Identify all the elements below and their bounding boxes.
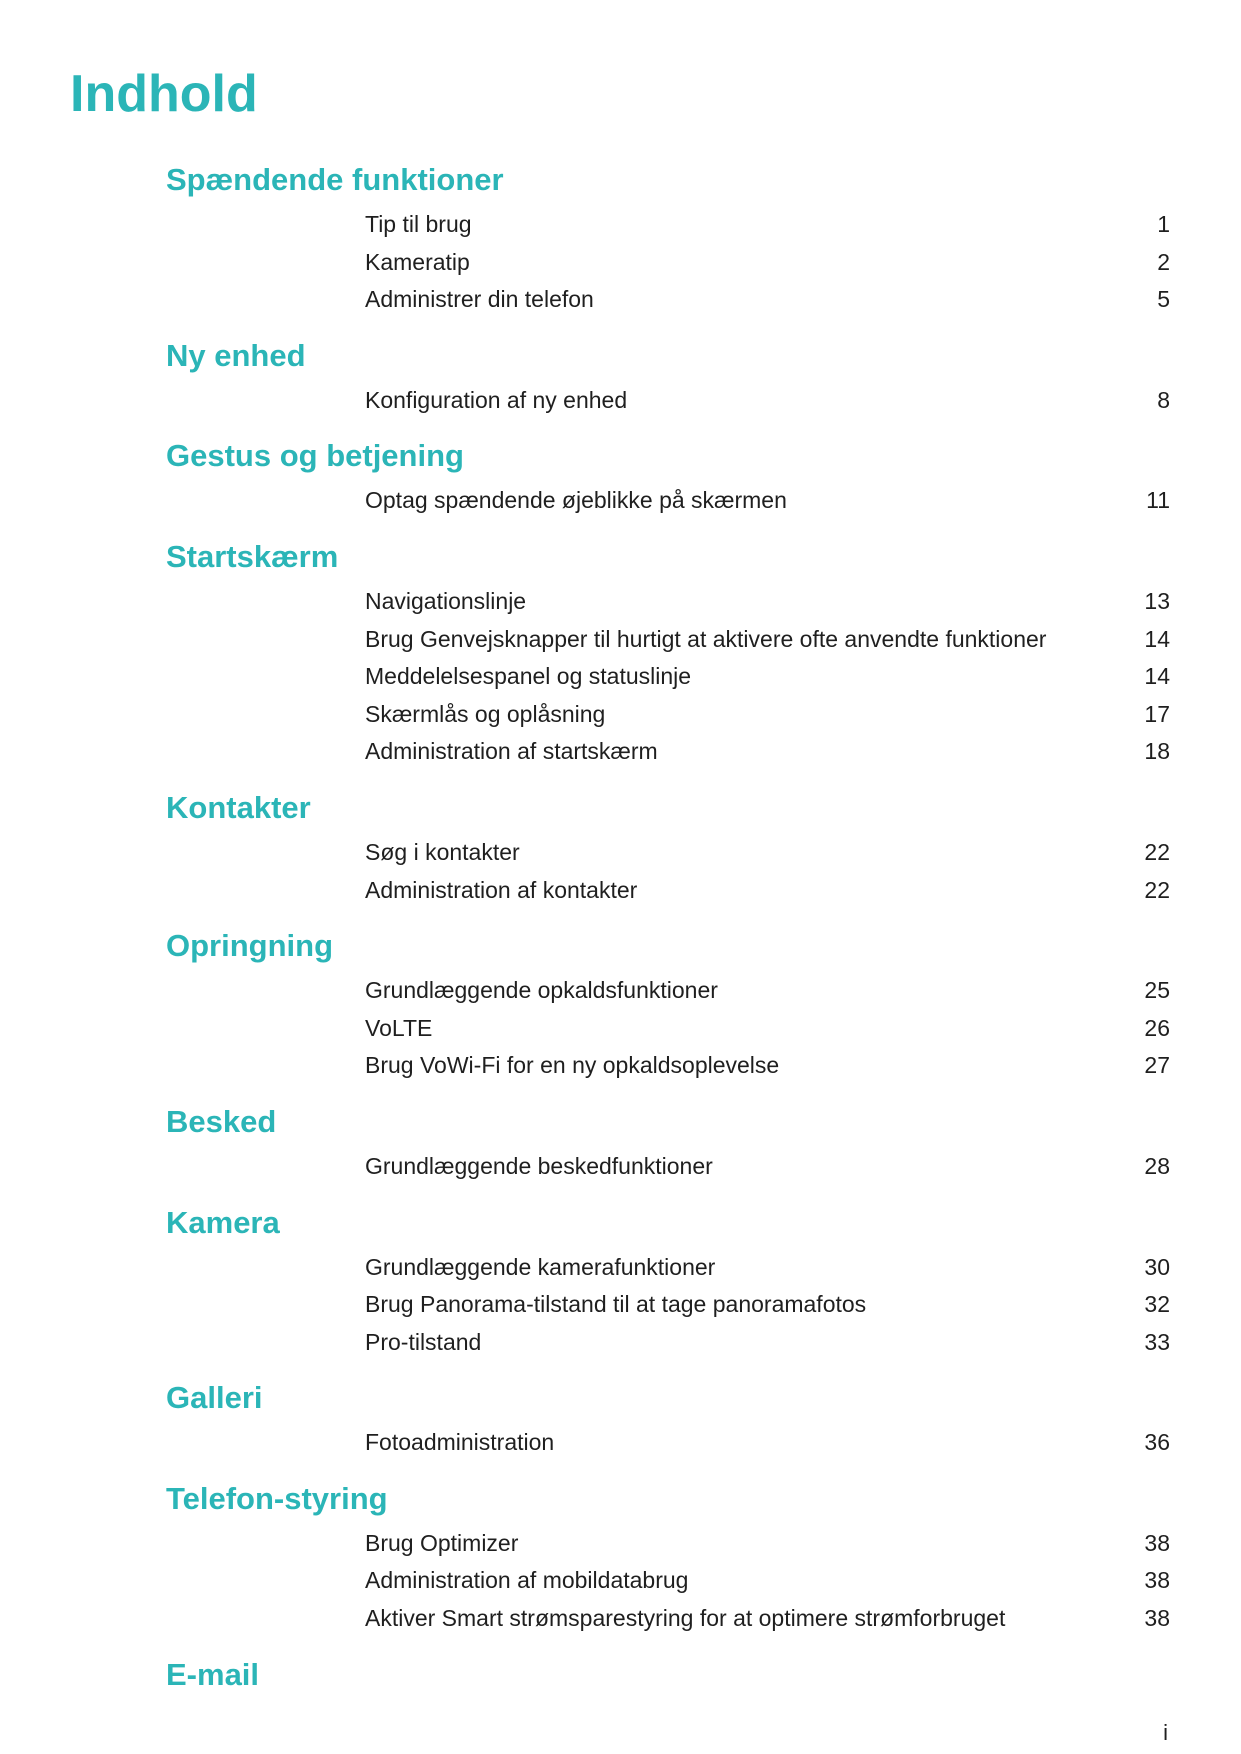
table-of-contents [0, 160, 1241, 1712]
section-heading[interactable]: Galleri [166, 1380, 263, 1416]
section-heading[interactable]: E-mail [166, 1656, 260, 1692]
toc-entry-page-number: 28 [1144, 1152, 1170, 1179]
toc-entry-page-number: 32 [1144, 1291, 1170, 1318]
toc-entry-page-number: 27 [1144, 1052, 1170, 1079]
toc-entry-page-number: 36 [1144, 1429, 1170, 1456]
toc-entry[interactable] [0, 1424, 1241, 1462]
toc-section [0, 160, 1241, 319]
section-heading[interactable]: Startskærm [166, 538, 339, 574]
section-heading[interactable]: Opringning [166, 928, 334, 964]
section-heading[interactable]: Besked [166, 1103, 277, 1139]
toc-entry[interactable] [0, 834, 1241, 872]
toc-entry[interactable] [0, 1249, 1241, 1287]
toc-entry-title: Pro-tilstand [365, 1328, 482, 1355]
toc-entry-page-number: 22 [1144, 838, 1170, 865]
toc-entry-page-number: 38 [1144, 1605, 1170, 1632]
toc-entry-title: Meddelelsespanel og statuslinje [365, 663, 692, 690]
toc-section [0, 336, 1241, 420]
toc-entry-title: Administrer din telefon [365, 286, 594, 313]
toc-entry-page-number: 18 [1144, 738, 1170, 765]
toc-section [0, 1102, 1241, 1186]
toc-entry-title: Navigationslinje [365, 587, 527, 614]
toc-entry-title: Konfiguration af ny enhed [365, 386, 628, 413]
toc-entry[interactable] [0, 621, 1241, 659]
toc-entry-page-number: 1 [1157, 211, 1170, 237]
toc-entry[interactable] [0, 244, 1241, 282]
toc-entry-page-number: 11 [1146, 487, 1170, 514]
toc-entry-page-number: 13 [1144, 587, 1170, 614]
toc-entry-title: Brug Panorama-tilstand til at tage panoramafotos [365, 1291, 867, 1318]
toc-entry[interactable] [0, 482, 1241, 520]
toc-entry[interactable] [0, 382, 1241, 420]
toc-entry-page-number: 14 [1144, 625, 1170, 652]
toc-section [0, 1378, 1241, 1462]
toc-entry[interactable] [0, 658, 1241, 696]
toc-entry-title: Optag spændende øjeblikke på skærmen [365, 487, 787, 514]
toc-entry[interactable] [0, 1324, 1241, 1362]
toc-section [0, 926, 1241, 1085]
toc-entry-page-number: 25 [1144, 977, 1170, 1004]
section-heading[interactable]: Gestus og betjening [166, 438, 464, 474]
toc-entry-title: Tip til brug [365, 211, 472, 237]
toc-entry-title: Grundlæggende beskedfunktioner [365, 1152, 713, 1179]
toc-entry[interactable] [0, 696, 1241, 734]
toc-entry[interactable] [0, 1047, 1241, 1085]
toc-entry-title: Fotoadministration [365, 1429, 555, 1456]
toc-entry-title: Administration af startskærm [365, 738, 658, 765]
toc-entry[interactable] [0, 206, 1241, 244]
toc-entry-title: Administration af mobildatabrug [365, 1567, 689, 1594]
toc-entry-title: Administration af kontakter [365, 876, 638, 903]
toc-section [0, 537, 1241, 771]
section-heading[interactable]: Kontakter [166, 789, 311, 825]
toc-entry-title: Brug Genvejsknapper til hurtigt at aktivere ofte anvendte funktioner [365, 625, 1047, 652]
toc-entry-title: VoLTE [365, 1014, 433, 1041]
toc-entry-title: Brug Optimizer [365, 1529, 519, 1556]
page-title: Indhold [70, 65, 258, 123]
toc-section [0, 1479, 1241, 1638]
toc-entry-page-number: 5 [1157, 286, 1170, 313]
toc-entry[interactable] [0, 872, 1241, 910]
toc-section [0, 436, 1241, 520]
toc-entry-title: Skærmlås og oplåsning [365, 700, 606, 727]
toc-entry-title: Grundlæggende opkaldsfunktioner [365, 977, 718, 1004]
toc-entry-page-number: 38 [1144, 1529, 1170, 1556]
section-heading[interactable]: Spændende funktioner [166, 162, 504, 197]
toc-entry[interactable] [0, 733, 1241, 771]
toc-entry-page-number: 38 [1144, 1567, 1170, 1594]
page-number: i [1163, 1720, 1168, 1745]
toc-entry-title: Brug VoWi-Fi for en ny opkaldsoplevelse [365, 1052, 780, 1079]
toc-entry-page-number: 33 [1144, 1328, 1170, 1355]
toc-entry[interactable] [0, 1286, 1241, 1324]
toc-section [0, 1655, 1241, 1695]
toc-section [0, 788, 1241, 909]
toc-entry-page-number: 17 [1144, 700, 1170, 727]
toc-entry-page-number: 2 [1157, 248, 1170, 275]
toc-entry[interactable] [0, 281, 1241, 319]
toc-entry[interactable] [0, 1525, 1241, 1563]
toc-entry[interactable] [0, 1600, 1241, 1638]
toc-entry-title: Grundlæggende kamerafunktioner [365, 1253, 716, 1280]
toc-entry-title: Kameratip [365, 248, 470, 275]
toc-entry[interactable] [0, 1010, 1241, 1048]
toc-entry[interactable] [0, 972, 1241, 1010]
toc-entry[interactable] [0, 1562, 1241, 1600]
toc-entry[interactable] [0, 583, 1241, 621]
toc-entry-page-number: 22 [1144, 876, 1170, 903]
toc-entry[interactable] [0, 1148, 1241, 1186]
section-heading[interactable]: Ny enhed [166, 337, 306, 373]
section-heading[interactable]: Telefon-styring [166, 1480, 388, 1516]
toc-entry-title: Søg i kontakter [365, 838, 520, 865]
toc-section [0, 1203, 1241, 1362]
toc-entry-title: Aktiver Smart strømsparestyring for at optimere strømforbruget [365, 1605, 1006, 1632]
toc-entry-page-number: 8 [1157, 386, 1170, 413]
toc-entry-page-number: 14 [1144, 663, 1170, 690]
toc-entry-page-number: 30 [1144, 1253, 1170, 1280]
toc-entry-page-number: 26 [1144, 1014, 1170, 1041]
section-heading[interactable]: Kamera [166, 1204, 280, 1240]
